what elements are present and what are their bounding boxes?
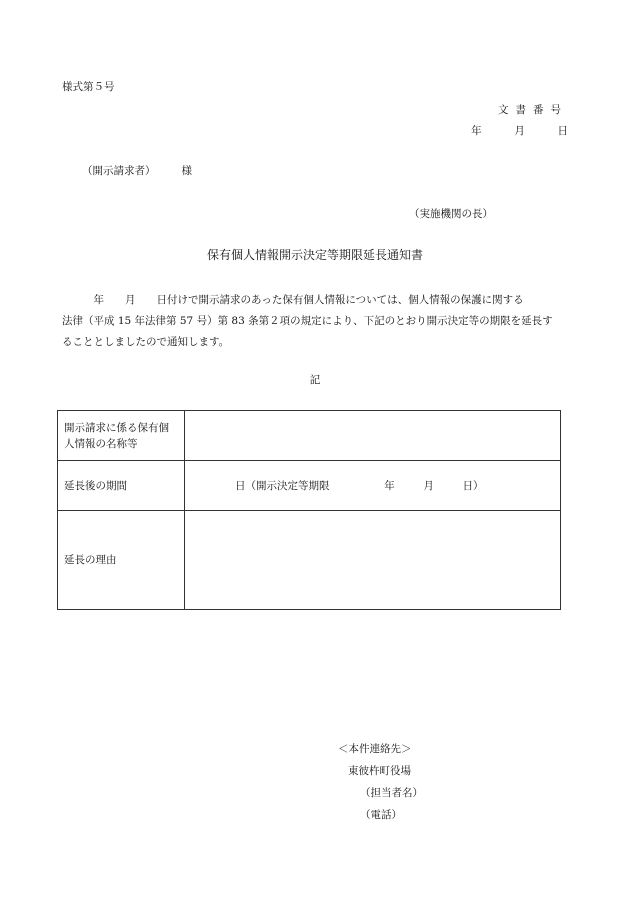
addressee (82, 164, 192, 178)
date-year-label: 年 (471, 125, 482, 137)
body-line-3: ることとしましたので通知します。 (62, 336, 230, 348)
contact-person: （担当者名） (360, 787, 423, 799)
contact-block (338, 738, 423, 826)
contact-office: 東彼杵町役場 (348, 765, 411, 777)
table-row (58, 461, 561, 511)
requester-label: （開示請求者） (82, 165, 156, 177)
extension-period-label: 延長後の期間 (58, 461, 185, 511)
document-number-label: 文書番号 (498, 104, 568, 116)
body-line-1: 年 月 日付けで開示請求のあった保有個人情報については、個人情報の保護に関する (62, 294, 524, 306)
period-month-label: 月 (423, 479, 434, 492)
table-row (58, 411, 561, 461)
ki-heading: 記 (309, 374, 321, 386)
extension-period-value (185, 461, 561, 511)
table-row (58, 511, 561, 610)
period-close-text: 日） (462, 479, 484, 492)
info-name-label: 開示請求に係る保有個人情報の名称等 (58, 411, 185, 461)
extension-reason-value (185, 511, 561, 610)
date-month-label: 月 (514, 125, 525, 137)
detail-table (57, 410, 561, 610)
form-number: 様式第５号 (62, 81, 115, 93)
period-day-text: 日（開示決定等期限 (235, 479, 330, 492)
body-text (62, 290, 572, 353)
contact-heading: ＜本件連絡先＞ (338, 743, 412, 755)
issuer-label: （実施機関の長） (409, 208, 493, 220)
date-day-label: 日 (557, 125, 568, 137)
body-line-2: 法律（平成 15 年法律第 57 号）第 83 条第２項の規定により、下記のとおり開示決定等の期限を延長す (62, 315, 553, 327)
document-date (471, 124, 568, 138)
extension-reason-label: 延長の理由 (58, 511, 185, 610)
period-year-label: 年 (384, 479, 395, 492)
honorific: 様 (181, 165, 192, 177)
contact-phone: （電話） (360, 809, 402, 821)
info-name-value (185, 411, 561, 461)
document-title: 保有個人情報開示決定等期限延長通知書 (206, 248, 423, 262)
